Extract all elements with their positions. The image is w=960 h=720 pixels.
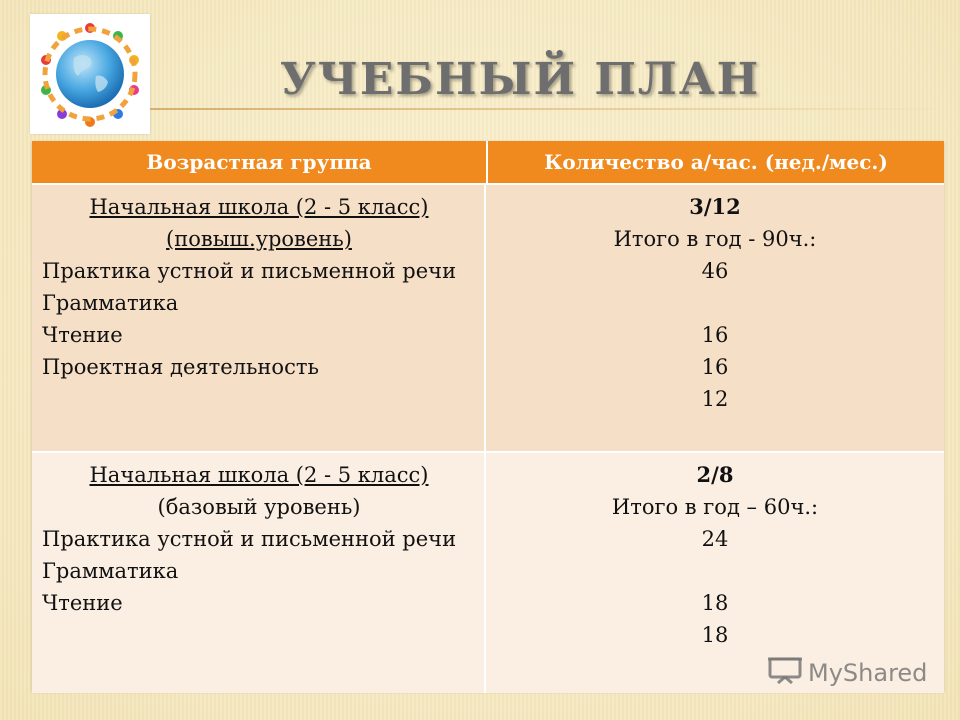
hours-weekly-monthly: 2/8	[696, 462, 734, 487]
myshared-watermark	[768, 658, 927, 688]
subject-hours: 18	[701, 591, 729, 615]
subject-item: Проектная деятельность	[42, 355, 319, 379]
table-row	[32, 183, 944, 451]
table-header	[32, 141, 944, 183]
group-level: (базовый уровень)	[157, 495, 361, 519]
subject-item: Практика устной и письменной речи	[42, 259, 457, 283]
subject-item: Чтение	[42, 591, 123, 615]
subject-item: Грамматика	[42, 291, 179, 315]
subject-hours: 16	[701, 355, 729, 379]
hours-cell	[486, 185, 944, 451]
subject-hours: 46	[701, 259, 729, 283]
group-title: Начальная школа (2 - 5 класс)	[89, 463, 429, 487]
hours-weekly-monthly: 3/12	[689, 194, 741, 219]
subject-item: Практика устной и письменной речи	[42, 527, 457, 551]
group-title: Начальная школа (2 - 5 класс)	[89, 195, 429, 219]
age-group-cell	[32, 453, 486, 693]
subject-hours: 12	[701, 387, 729, 411]
title-divider	[150, 108, 950, 110]
subject-hours: 24	[701, 527, 729, 551]
curriculum-table	[32, 141, 944, 691]
age-group-cell	[32, 185, 486, 451]
hours-cell	[486, 453, 944, 693]
header-hours: Количество а/час. (нед./мес.)	[544, 150, 888, 174]
subject-item: Чтение	[42, 323, 123, 347]
page-title: УЧЕБНЫЙ ПЛАН	[280, 54, 761, 105]
globe-children-logo-icon	[30, 14, 150, 134]
header-age-group: Возрастная группа	[32, 141, 488, 183]
subject-hours: 18	[701, 623, 729, 647]
hours-yearly-total: Итого в год – 60ч.:	[611, 495, 819, 519]
group-level: (повыш.уровень)	[166, 227, 352, 251]
hours-yearly-total: Итого в год - 90ч.:	[613, 227, 817, 251]
watermark-text: MyShared	[808, 659, 928, 687]
table-row	[32, 451, 944, 693]
subject-hours: 16	[701, 323, 729, 347]
subject-item: Грамматика	[42, 559, 179, 583]
presentation-icon	[768, 656, 802, 690]
